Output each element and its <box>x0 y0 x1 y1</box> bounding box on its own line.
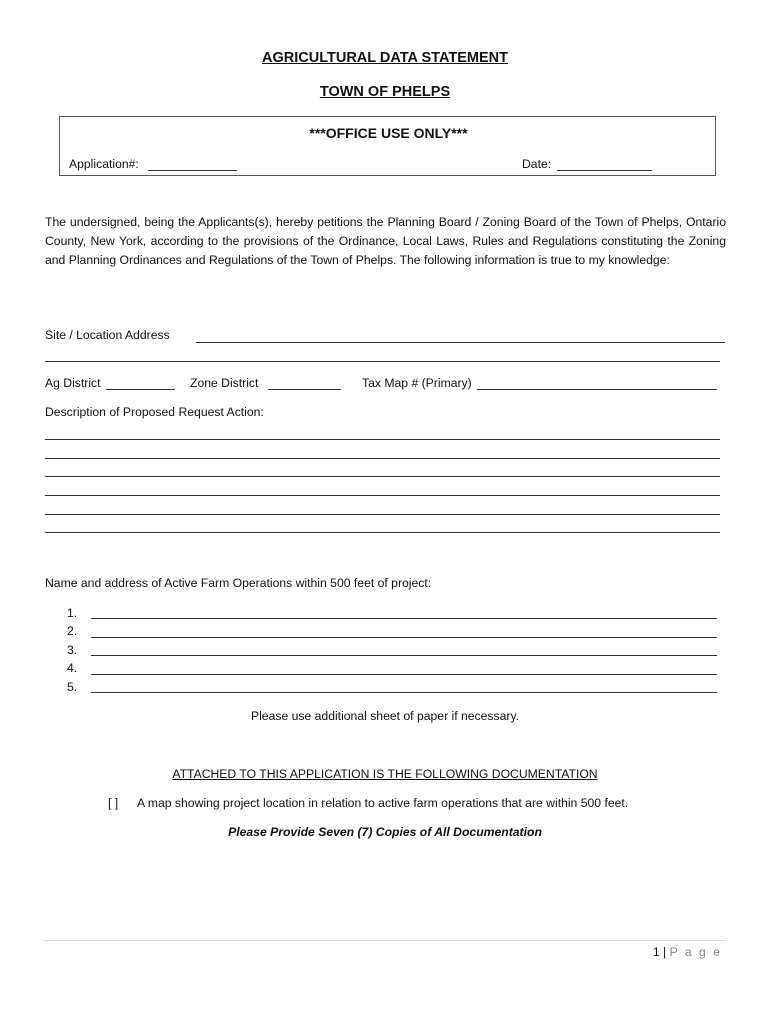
site-address-label: Site / Location Address <box>45 328 170 342</box>
description-line[interactable] <box>45 514 720 515</box>
page-footer <box>653 943 722 962</box>
additional-sheet-note: Please use additional sheet of paper if necessary. <box>250 709 520 723</box>
list-item-number: 4. <box>67 661 78 675</box>
document-subtitle: TOWN OF PHELPS <box>319 84 451 100</box>
description-line[interactable] <box>45 439 720 440</box>
footer-divider <box>44 940 726 941</box>
page-word: P a g e <box>669 945 722 959</box>
description-line[interactable] <box>45 495 720 496</box>
list-item-number: 2. <box>67 624 78 638</box>
tax-map-field[interactable] <box>477 389 717 390</box>
attachment-checkbox[interactable]: [ ] <box>108 796 119 810</box>
zone-district-field[interactable] <box>268 389 341 390</box>
description-line[interactable] <box>45 458 720 459</box>
list-item-number: 5. <box>67 680 78 694</box>
list-item-number: 1. <box>67 606 78 620</box>
site-address-field[interactable] <box>196 342 725 343</box>
office-use-box <box>59 116 716 176</box>
application-number-label: Application#: <box>69 157 139 171</box>
farm-operation-field[interactable] <box>91 674 717 675</box>
attachments-heading: ATTACHED TO THIS APPLICATION IS THE FOLLOWING DOCUMENTATION <box>172 767 598 781</box>
application-number-field[interactable] <box>148 170 237 171</box>
zone-district-label: Zone District <box>190 376 259 390</box>
description-label: Description of Proposed Request Action: <box>45 405 264 419</box>
description-line[interactable] <box>45 532 720 533</box>
farm-operation-field[interactable] <box>91 637 717 638</box>
ag-district-label: Ag District <box>45 376 101 390</box>
page-number: 1 <box>652 945 660 959</box>
attachment-item-text: A map showing project location in relation to active farm operations that are within 500 feet. <box>137 796 629 810</box>
farm-operations-label: Name and address of Active Farm Operations within 500 feet of project: <box>45 576 432 590</box>
farm-operation-field[interactable] <box>91 618 717 619</box>
copies-note: Please Provide Seven (7) Copies of All Documentation <box>228 825 542 839</box>
office-use-label: ***OFFICE USE ONLY*** <box>309 125 468 141</box>
page-separator: | <box>663 945 667 959</box>
description-line[interactable] <box>45 476 720 477</box>
tax-map-label: Tax Map # (Primary) <box>362 376 472 390</box>
date-field[interactable] <box>557 170 652 171</box>
site-address-field-line-2[interactable] <box>45 361 720 362</box>
intro-paragraph: The undersigned, being the Applicants(s), hereby petitions the Planning Board / Zoning Board of the Town of Phelps, Ontario County, New York, according to the provisions of the Ordinance, Local Laws, Rules and Regulations constituting the Zoning and Planning Ordinances and Regulations of the Town of Phelps. The following information is true to my knowledge: <box>45 215 726 267</box>
farm-operation-field[interactable] <box>91 692 717 693</box>
ag-district-field[interactable] <box>106 389 175 390</box>
list-item-number: 3. <box>67 643 78 657</box>
date-label: Date: <box>522 157 552 171</box>
farm-operation-field[interactable] <box>91 655 717 656</box>
document-title: AGRICULTURAL DATA STATEMENT <box>262 50 508 66</box>
